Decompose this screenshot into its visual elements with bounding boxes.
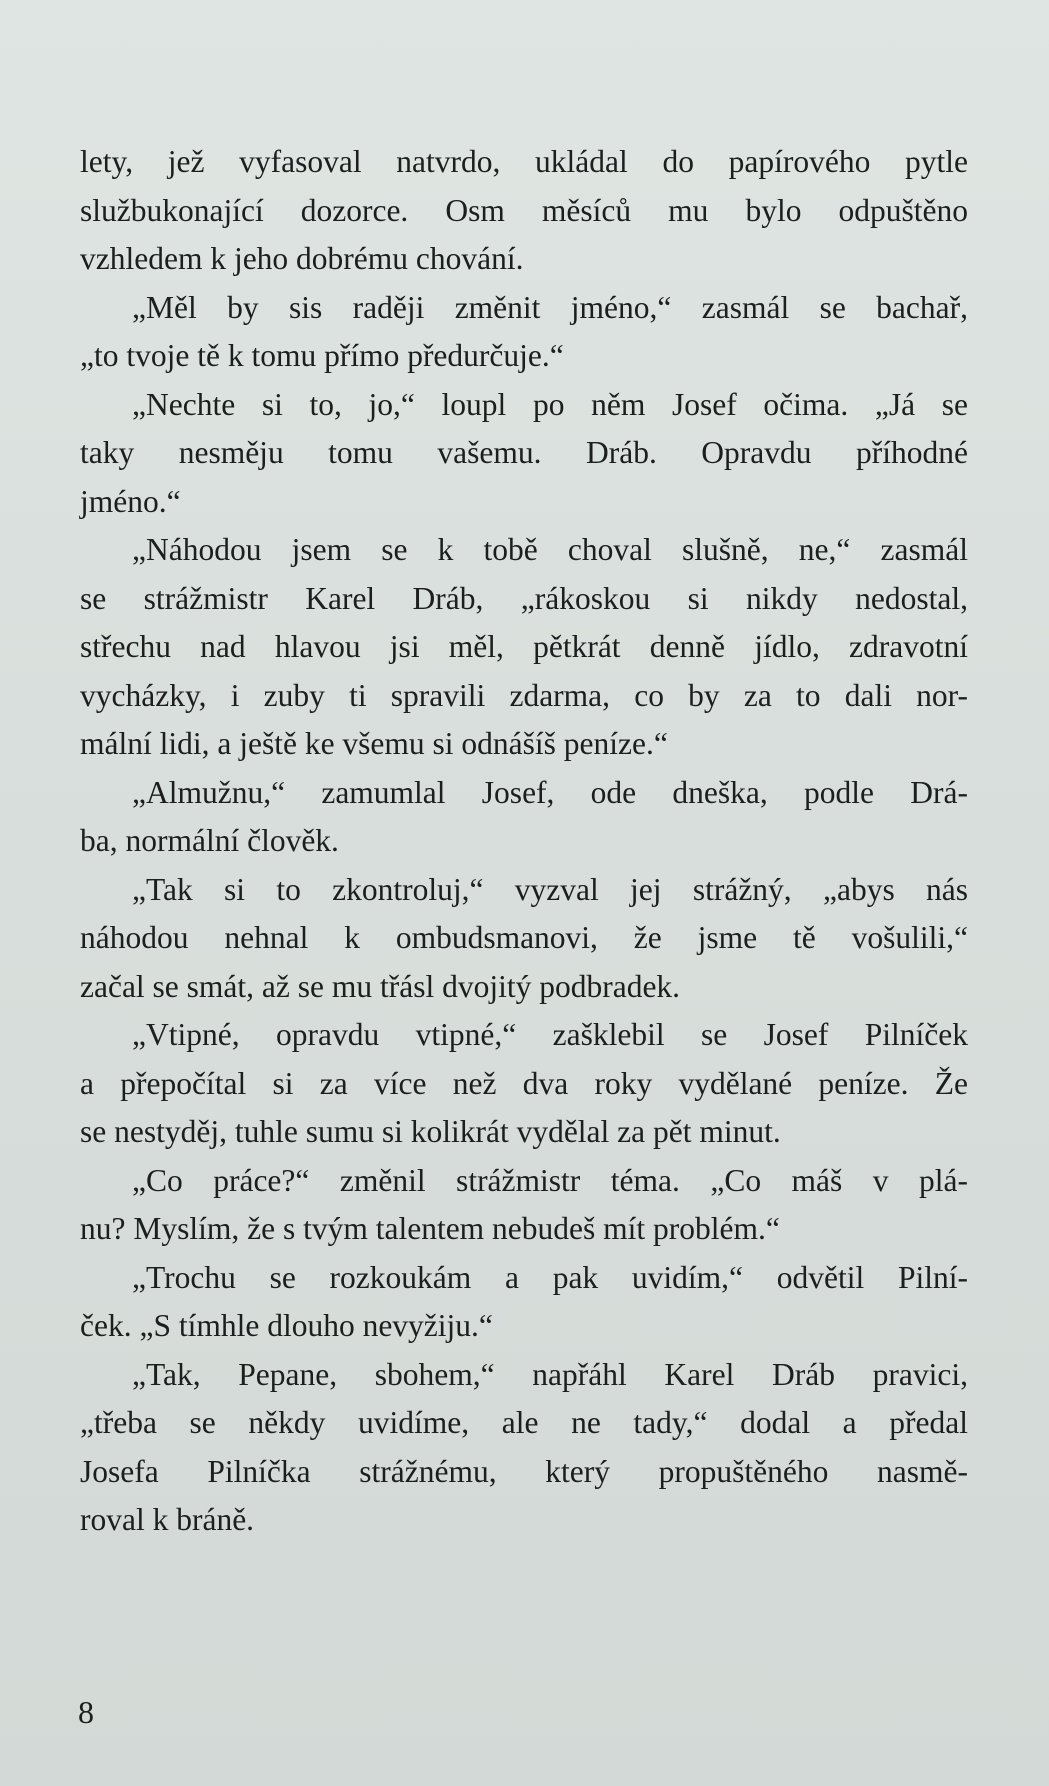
text-line: „Nechte si to, jo,“ loupl po něm Josef očima. „Já se: [132, 386, 968, 422]
paragraph: [80, 866, 968, 1012]
paragraph: [80, 526, 968, 769]
paragraph: [80, 1351, 968, 1545]
text-line: nu? Myslím, že s tvým talentem nebudeš mít problém.“: [80, 1211, 780, 1246]
paragraph: [80, 1254, 968, 1351]
text-line: jméno.“: [80, 483, 181, 519]
text-line: „Vtipné, opravdu vtipné,“ zašklebil se Josef Pilníček: [132, 1017, 968, 1052]
paragraph: [80, 1157, 968, 1254]
text-line: ček. „S tímhle dlouho nevyžiju.“: [80, 1308, 493, 1343]
page-number: 8: [78, 1694, 94, 1730]
text-line: mální lidi, a ještě ke všemu si odnášíš peníze.“: [80, 726, 668, 761]
text-line: „třeba se někdy uvidíme, ale ne tady,“ dodal a předal: [80, 1405, 968, 1440]
text-line: ba, normální člověk.: [80, 823, 339, 858]
text-line: „Co práce?“ změnil strážmistr téma. „Co máš v plá-: [132, 1162, 968, 1198]
text-line: „Almužnu,“ zamumlal Josef, ode dneška, podle Drá-: [132, 774, 968, 810]
text-line: službukonající dozorce. Osm měsíců mu bylo odpuštěno: [80, 192, 968, 228]
text-line: a přepočítal si za více než dva roky vydělané peníze. Že: [80, 1065, 968, 1101]
text-line: lety, jež vyfasoval natvrdo, ukládal do papírového pytle: [80, 144, 968, 179]
paragraph: [80, 769, 968, 866]
text-line: střechu nad hlavou jsi měl, pětkrát denně jídlo, zdravotní: [80, 629, 968, 664]
text-line: začal se smát, až se mu třásl dvojitý podbradek.: [80, 968, 681, 1004]
text-line: „Tak, Pepane, sbohem,“ napřáhl Karel Dráb pravici,: [132, 1356, 968, 1392]
text-line: se strážmistr Karel Dráb, „rákoskou si nikdy nedostal,: [80, 580, 968, 616]
text-line: vzhledem k jeho dobrému chování.: [80, 241, 524, 276]
body-text: [80, 138, 968, 1545]
text-line: taky nesměju tomu vašemu. Dráb. Opravdu příhodné: [80, 435, 968, 470]
paragraph: [80, 284, 968, 381]
text-line: vycházky, i zuby ti spravili zdarma, co by za to dali nor-: [80, 677, 968, 713]
paragraph: [80, 138, 968, 284]
text-line: se nestyděj, tuhle sumu si kolikrát vydělal za pět minut.: [80, 1114, 781, 1149]
paragraph: [80, 381, 968, 527]
text-line: „Trochu se rozkoukám a pak uvidím,“ odvětil Pilní-: [132, 1259, 968, 1295]
text-line: „Náhodou jsem se k tobě choval slušně, ne,“ zasmál: [132, 532, 968, 567]
text-line: Josefa Pilníčka strážnému, který propuštěného nasmě-: [80, 1453, 968, 1489]
text-line: „Měl by sis raději změnit jméno,“ zasmál se bachař,: [132, 289, 968, 325]
text-line: „Tak si to zkontroluj,“ vyzval jej strážný, „abys nás: [132, 871, 968, 907]
text-line: náhodou nehnal k ombudsmanovi, že jsme tě vošulili,“: [80, 920, 968, 955]
text-line: „to tvoje tě k tomu přímo předurčuje.“: [80, 338, 564, 373]
paragraph: [80, 1011, 968, 1157]
text-line: roval k bráně.: [80, 1502, 255, 1537]
